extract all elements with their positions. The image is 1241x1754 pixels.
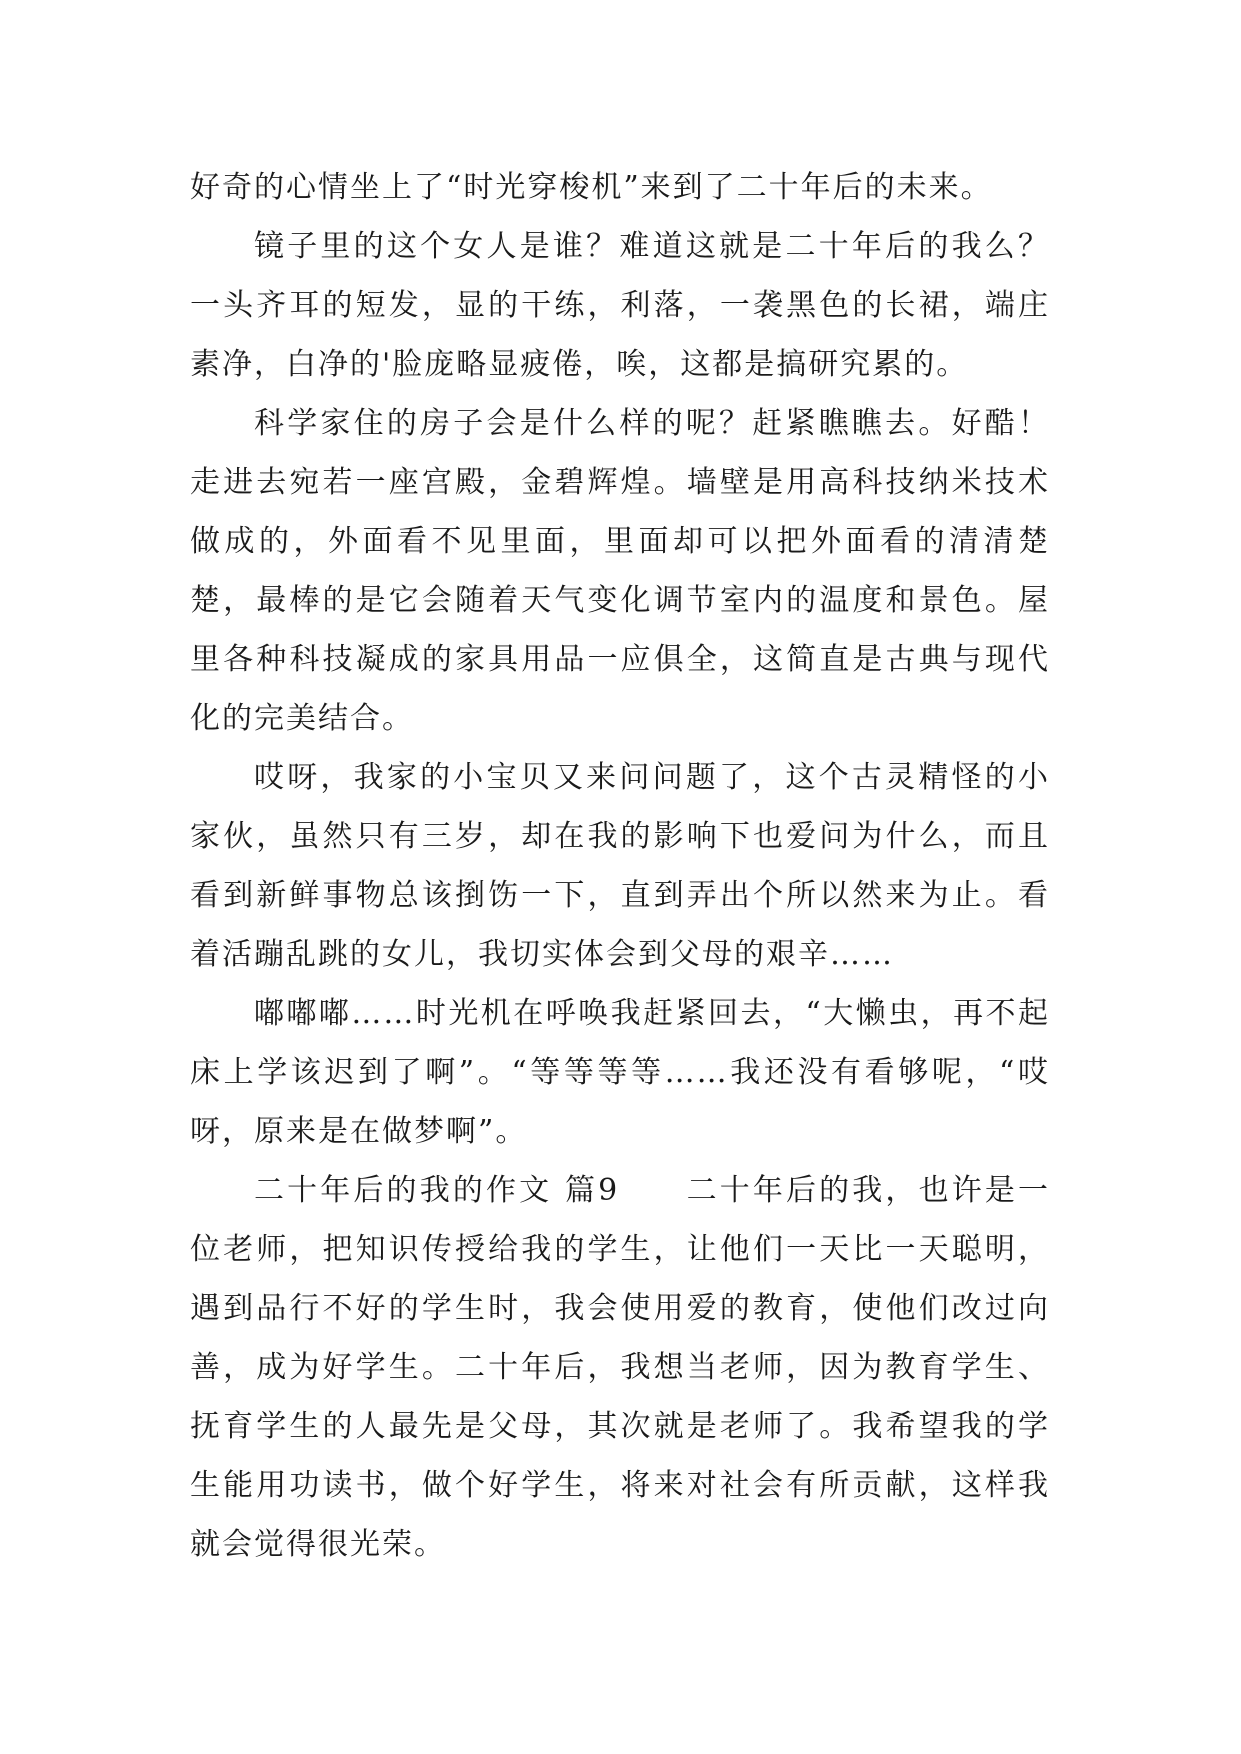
paragraph-5: 嘟嘟嘟……时光机在呼唤我赶紧回去，“大懒虫，再不起床上学该迟到了啊”。“等等等等……我还没有看够呢，“哎呀，原来是在做梦啊”。 (190, 996, 1050, 1149)
paragraph-4: 哎呀，我家的小宝贝又来问问题了，这个古灵精怪的小家伙，虽然只有三岁，却在我的影响下也爱问为什么，而且看到新鲜事物总该捯饬一下，直到弄出个所以然来为止。看着活蹦乱跳的女儿，我切实体会到父母的艰辛…… (190, 760, 1050, 972)
document-body (190, 158, 1050, 1574)
paragraph-3: 科学家住的房子会是什么样的呢？赶紧瞧瞧去。好酷！走进去宛若一座宫殿，金碧辉煌。墙壁是用高科技纳米技术做成的，外面看不见里面，里面却可以把外面看的清清楚楚，最棒的是它会随着天气变化调节室内的温度和景色。屋里各种科技凝成的家具用品一应俱全，这简直是古典与现代化的完美结合。 (190, 406, 1050, 736)
paragraph-6: 二十年后的我的作文 篇9 二十年后的我，也许是一位老师，把知识传授给我的学生，让他们一天比一天聪明，遇到品行不好的学生时，我会使用爱的教育，使他们改过向善，成为好学生。二十年后，我想当老师，因为教育学生、抚育学生的人最先是父母，其次就是老师了。我希望我的学生能用功读书，做个好学生，将来对社会有所贡献，这样我就会觉得很光荣。 (190, 1173, 1050, 1562)
paragraph-1: 好奇的心情坐上了“时光穿梭机”来到了二十年后的未来。 (190, 170, 993, 205)
paragraph-2: 镜子里的这个女人是谁？难道这就是二十年后的我么？一头齐耳的短发，显的干练，利落，一袭黑色的长裙，端庄素净，白净的'脸庞略显疲倦，唉，这都是搞研究累的。 (190, 229, 1050, 382)
